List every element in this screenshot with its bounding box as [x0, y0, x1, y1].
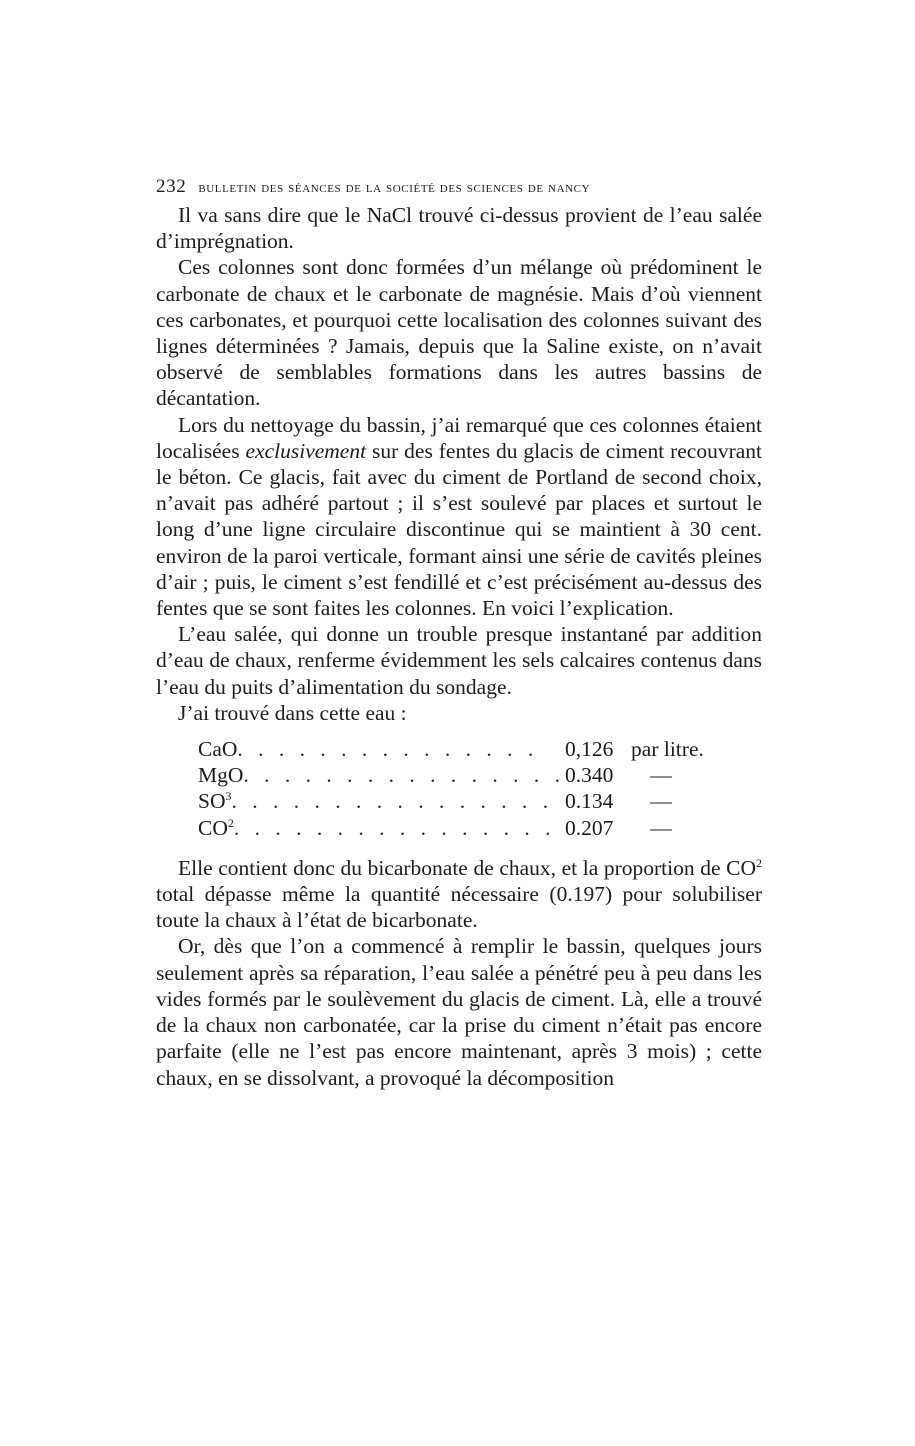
- ditto-dash: —: [650, 763, 672, 788]
- running-title: bulletin des séances de la société des sciences de nancy: [198, 180, 591, 196]
- leader-dots: . . . . . . . . . . . . . . . .: [231, 789, 554, 814]
- paragraph-1: Il va sans dire que le NaCl trouvé ci-dessus provient de l’eau salée d’imprégnation.: [156, 203, 762, 254]
- running-header: [156, 176, 762, 198]
- table-row: [198, 762, 704, 788]
- paragraph-3-text-a: Lors du nettoyage du bassin, j’ai remarqué que ces colonnes étaient localisées: [156, 412, 762, 463]
- value-cell: 0.340: [565, 763, 614, 788]
- leader-dots: . . . . . . . . . . . . . . . .: [243, 763, 566, 788]
- leader-dots: . . . . . . . . . . . . . . .: [237, 737, 539, 762]
- value-cell: 0.134: [565, 789, 614, 814]
- table-row: [198, 736, 704, 762]
- paragraph-5: J’ai trouvé dans cette eau :: [178, 700, 407, 725]
- paragraph-3: [156, 412, 762, 622]
- component-name: CO: [198, 815, 228, 840]
- paragraph-6: [156, 855, 762, 934]
- table-row: [198, 815, 704, 841]
- unit-cell: par litre.: [631, 737, 704, 762]
- component-cell: [198, 736, 565, 762]
- page-number: 232: [156, 176, 187, 197]
- paragraph-7: Or, dès que l’on a commencé à remplir le bassin, quelques jours seulement après sa réparation, l’eau salée a pénétré peu à peu dans les vides formés par le soulèvement du glacis de ciment. Là, elle a trouvé de la chaux non carbonatée, car la prise du ciment n’était pas encore parfaite (elle ne l’est pas encore maintenant, après 3 mois) ; cette chaux, en se dissolvant, a provoqué la décomposition: [156, 934, 762, 1090]
- unit-cell: [625, 788, 704, 814]
- paragraph-6-text-a: Elle contient donc du bicarbonate de chaux, et la proportion de CO: [178, 855, 756, 880]
- component-subscript: 2: [227, 815, 234, 830]
- component-subscript: 3: [225, 789, 232, 804]
- paragraph-3-emphasis: exclusivement: [245, 438, 367, 463]
- value-cell: 0.207: [565, 815, 614, 840]
- table-row: [198, 788, 704, 814]
- component-cell: [198, 762, 565, 788]
- ditto-dash: —: [650, 789, 672, 814]
- component-cell: [198, 788, 565, 814]
- paragraph-6-text-b: total dépasse même la quantité nécessaire (0.197) pour solubiliser toute la chaux à l’état de bicarbonate.: [156, 882, 762, 933]
- component-cell: [198, 815, 565, 841]
- paragraph-3-text-b: sur des fentes du glacis de ciment recouvrant le béton. Ce glacis, fait avec du ciment de Portland de second choix, n’avait pas adhéré partout ; il s’est soulevé par places et surtout le long d’une ligne circulaire discontinue qui se maintient à 30 cent. environ de la paroi verticale, formant ainsi une série de cavités pleines d’air ; puis, le ciment s’est fendillé et c’est précisément au-dessus des fentes que se sont faites les colonnes. En voici l’explication.: [156, 438, 763, 621]
- unit-cell: [625, 762, 704, 788]
- component-name: CaO: [198, 737, 238, 762]
- value-cell: 0,126: [565, 737, 614, 762]
- paragraph-2: Ces colonnes sont donc formées d’un mélange où prédominent le carbonate de chaux et le carbonate de magnésie. Mais d’où viennent ces carbonates, et pourquoi cette localisation des colonnes suivant des lignes déterminées ? Jamais, depuis que la Saline existe, on n’avait observé de semblables formations dans les autres bassins de décantation.: [156, 255, 762, 411]
- book-page: [156, 176, 762, 1091]
- unit-cell: [625, 815, 704, 841]
- leader-dots: . . . . . . . . . . . . . . . .: [233, 815, 556, 840]
- component-name: SO: [198, 789, 226, 814]
- water-analysis-table: [198, 736, 704, 841]
- component-name: MgO: [198, 763, 244, 788]
- ditto-dash: —: [650, 815, 672, 840]
- paragraph-4: L’eau salée, qui donne un trouble presque instantané par addition d’eau de chaux, renferme évidemment les sels calcaires contenus dans l’eau du puits d’alimentation du sondage.: [156, 622, 762, 699]
- paragraph-6-superscript: 2: [756, 855, 762, 870]
